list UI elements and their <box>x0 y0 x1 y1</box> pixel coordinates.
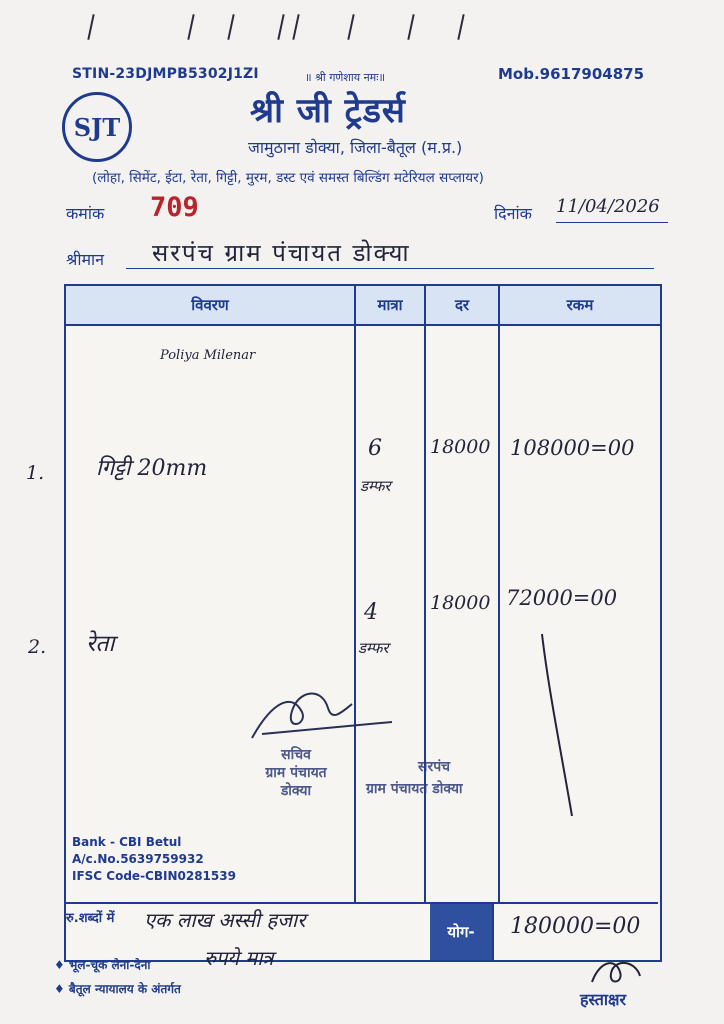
amount-in-words-line2: रुपये मात्र <box>204 946 274 970</box>
invocation: ॥ श्री गणेशाय नमः॥ <box>305 71 386 84</box>
header-quantity: मात्रा <box>377 296 403 314</box>
pen-closing-stroke <box>526 626 586 826</box>
column-divider <box>354 286 356 904</box>
bank-name: Bank - CBI Betul <box>72 835 182 849</box>
words-label: रु.शब्दों में <box>66 911 115 926</box>
signature-scribble <box>242 682 402 752</box>
date-label: दिनांक <box>494 204 532 223</box>
item-2-rate: 18000 <box>430 592 491 614</box>
header-amount: रकम <box>566 296 594 314</box>
supplier-line: (लोहा, सिमेंट, ईटा, रेता, गिट्टी, मुरम, डस्ट एवं समस्त बिल्डिंग मटेरियल सप्लायर) <box>92 170 484 186</box>
signature-label: हस्ताक्षर <box>580 990 627 1009</box>
serial-label: कमांक <box>66 204 105 223</box>
scribble-mark <box>87 14 94 40</box>
scribble-mark <box>292 14 299 40</box>
total-label: योग- <box>430 904 492 960</box>
firm-address: जामुठाना डोक्या, जिला-बैतूल (म.प्र.) <box>248 138 463 157</box>
stamp2-line1: सरपंच <box>418 759 451 775</box>
date-underline <box>556 222 668 223</box>
firm-logo <box>62 92 132 162</box>
header-rate: दर <box>454 296 470 314</box>
scribble-mark <box>457 14 464 40</box>
amount-in-words: एक लाख अस्सी हजार <box>144 908 306 932</box>
stamp1-line1: सचिव <box>281 747 311 763</box>
secretary-stamp <box>236 746 356 800</box>
scribble-mark <box>407 14 414 40</box>
item-1-description: गिट्टी 20mm <box>96 456 208 481</box>
top-scribble-strip <box>80 8 700 42</box>
gstin: STIN-23DJMPB5302J1ZI <box>72 66 259 82</box>
ifsc-code: IFSC Code-CBIN0281539 <box>72 869 236 883</box>
stamp1-line3: डोक्या <box>280 783 312 799</box>
item-2-unit: डम्फर <box>358 639 389 657</box>
customer-underline <box>126 268 654 269</box>
total-divider <box>492 904 494 960</box>
scribble-mark <box>227 14 234 40</box>
item-2-description: रेता <box>86 631 115 657</box>
item-1-amount: 108000=00 <box>510 436 635 460</box>
item-2-number: 2. <box>28 636 47 658</box>
item-1-rate: 18000 <box>430 436 491 458</box>
bill-date: 11/04/2026 <box>556 196 660 217</box>
item-1-number: 1. <box>26 462 45 484</box>
customer-name: सरपंच ग्राम पंचायत डोक्या <box>152 239 411 267</box>
customer-label: श्रीमान <box>66 250 105 269</box>
scribble-mark <box>277 14 284 40</box>
account-number: A/c.No.5639759932 <box>72 852 204 866</box>
stamp1-line2: ग्राम पंचायत <box>265 765 327 781</box>
sarpanch-stamp <box>366 756 463 800</box>
item-2-amount: 72000=00 <box>506 586 618 610</box>
header-description: विवरण <box>191 296 229 314</box>
footer-note-2: ♦ बैतूल न्यायालय के अंतर्गत <box>54 982 181 996</box>
grand-total: 180000=00 <box>510 914 641 939</box>
item-2-qty: 4 <box>364 600 378 625</box>
scribble-mark <box>347 14 354 40</box>
footer-signature <box>586 956 646 990</box>
item-1-unit: डम्फर <box>360 477 391 495</box>
logo-text: SJT <box>73 112 121 142</box>
serial-number: 709 <box>150 192 199 223</box>
item-note: Poliya Milenar <box>160 348 256 363</box>
bank-details <box>72 834 236 885</box>
footer-note-1: ♦ भूल-चूक लेना-देना <box>54 958 151 972</box>
scribble-mark <box>187 14 194 40</box>
column-divider <box>424 286 426 904</box>
column-divider <box>498 286 500 904</box>
words-total-row <box>64 902 658 960</box>
mobile-number: Mob.9617904875 <box>498 65 645 83</box>
stamp2-line2: ग्राम पंचायत डोक्या <box>366 781 463 797</box>
firm-name: श्री जी ट्रेडर्स <box>250 91 406 131</box>
table-header <box>66 286 660 326</box>
item-1-qty: 6 <box>368 436 382 461</box>
